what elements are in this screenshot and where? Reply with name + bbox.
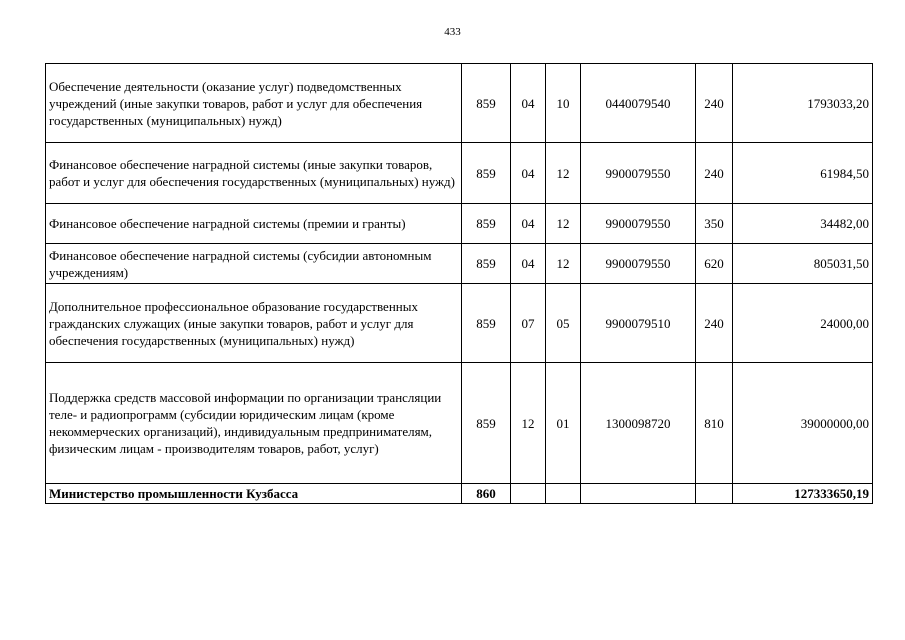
- section-code: 04: [511, 143, 546, 204]
- total-name: Министерство промышленности Кузбасса: [46, 484, 462, 504]
- target-article-code: 9900079550: [581, 143, 696, 204]
- amount: 1793033,20: [733, 64, 873, 143]
- row-name: Обеспечение деятельности (оказание услуг) подведомственных учреждений (иные закупки товаров, работ и услуг для обеспечения государственных (муниципальных) нужд): [46, 64, 462, 143]
- ministry-code: 859: [462, 64, 511, 143]
- section-code: 04: [511, 244, 546, 284]
- table-row: [46, 244, 873, 284]
- subsection-code: 12: [546, 244, 581, 284]
- ministry-code: 859: [462, 363, 511, 484]
- target-article-code: 9900079550: [581, 244, 696, 284]
- section-code: 04: [511, 204, 546, 244]
- amount: 24000,00: [733, 284, 873, 363]
- total-row: [46, 484, 873, 504]
- table-row: [46, 204, 873, 244]
- amount: 39000000,00: [733, 363, 873, 484]
- amount: 805031,50: [733, 244, 873, 284]
- row-name: Поддержка средств массовой информации по организации трансляции теле- и радиопрограмм (субсидии юридическим лицам (кроме некоммерческих организаций), индивидуальным предпринимателям, физическим лицам - производителям товаров, работ, услуг): [46, 363, 462, 484]
- subsection-code: 05: [546, 284, 581, 363]
- section-code: 04: [511, 64, 546, 143]
- subsection-code: 10: [546, 64, 581, 143]
- amount: 61984,50: [733, 143, 873, 204]
- row-name: Финансовое обеспечение наградной системы (премии и гранты): [46, 204, 462, 244]
- section-code: 07: [511, 284, 546, 363]
- expense-type-code: 240: [696, 143, 733, 204]
- row-name: Финансовое обеспечение наградной системы (субсидии автономным учреждениям): [46, 244, 462, 284]
- expense-type-code: 620: [696, 244, 733, 284]
- ministry-code: 859: [462, 284, 511, 363]
- target-article-code: 9900079550: [581, 204, 696, 244]
- expense-type-code: 240: [696, 284, 733, 363]
- table-row: [46, 143, 873, 204]
- ministry-code: 859: [462, 204, 511, 244]
- section-code: 12: [511, 363, 546, 484]
- total-ministry-code: 860: [462, 484, 511, 504]
- ministry-code: 859: [462, 244, 511, 284]
- expense-type-code: 240: [696, 64, 733, 143]
- empty-cell: [581, 484, 696, 504]
- budget-table: [45, 63, 873, 504]
- ministry-code: 859: [462, 143, 511, 204]
- empty-cell: [546, 484, 581, 504]
- amount: 34482,00: [733, 204, 873, 244]
- subsection-code: 12: [546, 204, 581, 244]
- empty-cell: [511, 484, 546, 504]
- row-name: Финансовое обеспечение наградной системы (иные закупки товаров, работ и услуг для обеспечения государственных (муниципальных) нужд): [46, 143, 462, 204]
- empty-cell: [696, 484, 733, 504]
- row-name: Дополнительное профессиональное образование государственных гражданских служащих (иные закупки товаров, работ и услуг для обеспечения государственных (муниципальных) нужд): [46, 284, 462, 363]
- subsection-code: 12: [546, 143, 581, 204]
- expense-type-code: 350: [696, 204, 733, 244]
- target-article-code: 9900079510: [581, 284, 696, 363]
- page-number: 433: [444, 26, 461, 38]
- table-row: [46, 284, 873, 363]
- target-article-code: 0440079540: [581, 64, 696, 143]
- target-article-code: 1300098720: [581, 363, 696, 484]
- table-row: [46, 64, 873, 143]
- table-row: [46, 363, 873, 484]
- expense-type-code: 810: [696, 363, 733, 484]
- total-amount: 127333650,19: [733, 484, 873, 504]
- subsection-code: 01: [546, 363, 581, 484]
